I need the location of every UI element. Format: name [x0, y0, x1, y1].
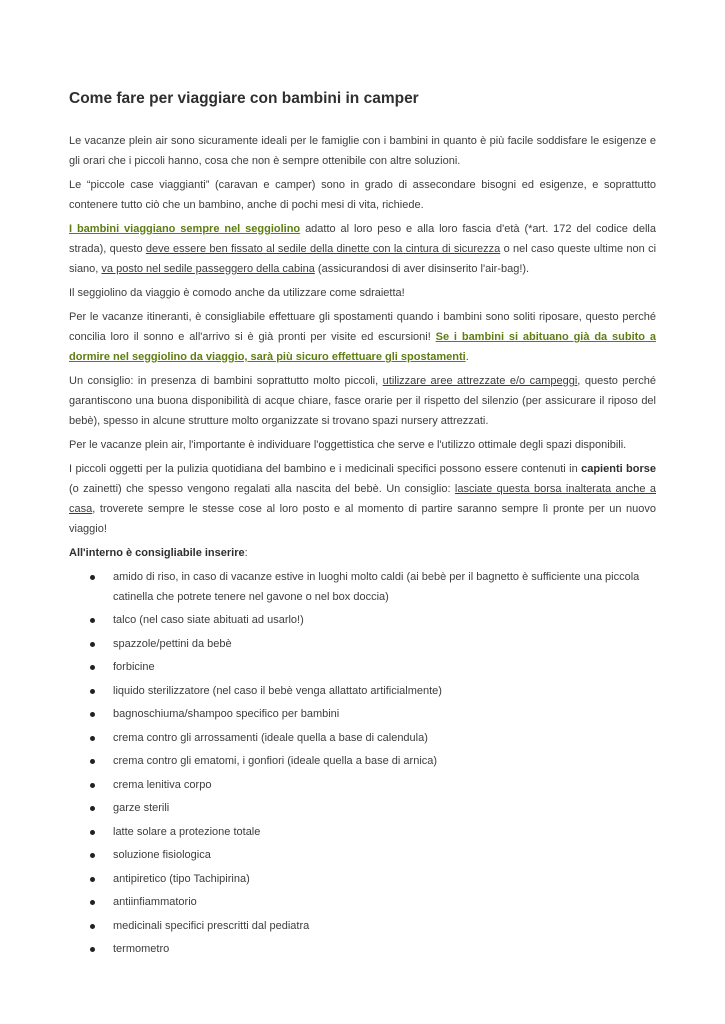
- paragraph-sdraietta: Il seggiolino da viaggio è comodo anche da utilizzare come sdraietta!: [69, 287, 405, 299]
- list-item: bagnoschiuma/shampoo specifico per bambini: [69, 705, 656, 725]
- list-item: amido di riso, in caso di vacanze estive in luoghi molto caldi (ai bebè per il bagnetto è sufficiente una piccola catinella che potrete tenere nel gavone o nel box doccia): [69, 568, 656, 607]
- text-segment: Un consiglio: in presenza di bambini soprattutto molto piccoli,: [69, 375, 383, 387]
- text-segment: (assicurandosi di aver disinserito l'air-bag!).: [314, 263, 530, 275]
- list-item: crema contro gli arrossamenti (ideale quella a base di calendula): [69, 729, 656, 749]
- underlined-text: lasciate questa borsa inalterata anche a casa: [69, 483, 656, 515]
- bold-text: capienti borse: [581, 463, 657, 475]
- page-title: Come fare per viaggiare con bambini in camper: [69, 90, 419, 107]
- bold-text: All'interno è consigliabile inserire: [69, 547, 245, 559]
- text-segment: I piccoli oggetti per la pulizia quotidiana del bambino e i medicinali specifici possono essere contenuti in: [69, 463, 582, 475]
- text-segment: adatto al loro peso e alla loro fascia d'età (*art. 172 del codice della strada), questo: [69, 223, 656, 255]
- text-segment: , troverete sempre le stesse cose al loro posto e al momento di partire saranno sempre lì pronte per un nuovo viaggio!: [69, 503, 656, 535]
- list-item: termometro: [69, 940, 656, 960]
- paragraph-seggiolino: [69, 219, 656, 279]
- list-item: latte solare a protezione totale: [69, 823, 656, 843]
- list-item: antipiretico (tipo Tachipirina): [69, 870, 656, 890]
- list-item: antiinfiammatorio: [69, 893, 656, 913]
- paragraph-oggettistica: Per le vacanze plein air, l'importante è individuare l'oggettistica che serve e l'utilizzo ottimale degli spazi disponibili.: [69, 439, 627, 451]
- paragraph-list-intro: [69, 543, 656, 563]
- article-body: [69, 131, 656, 960]
- text-segment: o nel caso queste ultime non ci siano,: [69, 243, 657, 275]
- text-segment: (o zainetti) che spesso vengono regalati alla nascita del bebè. Un consiglio:: [69, 483, 455, 495]
- underlined-text: utilizzare aree attrezzate e/o campeggi: [382, 375, 578, 387]
- paragraph-consiglio: [69, 371, 656, 431]
- list-item: crema lenitiva corpo: [69, 776, 656, 796]
- paragraph-itineranti: [69, 307, 656, 367]
- highlight-link-seggiolino[interactable]: I bambini viaggiano sempre nel seggiolino: [69, 223, 301, 235]
- text-segment: :: [244, 547, 248, 559]
- list-item: spazzole/pettini da bebè: [69, 635, 656, 655]
- paragraph-borse: [69, 459, 656, 539]
- text-segment: Per le vacanze itineranti, è consigliabile effettuare gli spostamenti quando i bambini sono soliti riposare, questo perché concilia loro il sonno e all'arrivo si è già pronti per visite ed escursioni!: [69, 311, 656, 343]
- text-segment: , questo perché garantiscono una buona disponibilità di acque chiare, fasce orarie per il rispetto del silenzio (per assicurare il riposo del bebè), spesso in alcune strutture molto organizzate si trovano spazi nursery attrezzati.: [69, 375, 656, 427]
- list-item: liquido sterilizzatore (nel caso il bebè venga allattato artificialmente): [69, 682, 656, 702]
- list-item: talco (nel caso siate abituati ad usarlo!): [69, 611, 656, 631]
- paragraph-intro: Le vacanze plein air sono sicuramente ideali per le famiglie con i bambini in quanto è più facile soddisfare le esigenze e gli orari che i piccoli hanno, cosa che non è sempre ottenibile con altre soluzioni.: [69, 135, 656, 167]
- list-item: crema contro gli ematomi, i gonfiori (ideale quella a base di arnica): [69, 752, 656, 772]
- list-item: forbicine: [69, 658, 656, 678]
- items-list: [69, 568, 656, 960]
- underlined-text: deve essere ben fissato al sedile della dinette con la cintura di sicurezza: [145, 243, 501, 255]
- underlined-text: va posto nel sedile passeggero della cabina: [101, 263, 315, 275]
- list-item: medicinali specifici prescritti dal pediatra: [69, 917, 656, 937]
- paragraph-caravan: Le “piccole case viaggianti” (caravan e camper) sono in grado di assecondare bisogni ed esigenze, e soprattutto contenere tutto ciò che un bambino, anche di pochi mesi di vita, richiede.: [69, 179, 656, 211]
- highlight-link-dormire[interactable]: Se i bambini si abituano già da subito a dormire nel seggiolino da viaggio, sarà più sicuro effettuare gli spostamenti: [69, 331, 656, 363]
- list-item: garze sterili: [69, 799, 656, 819]
- list-item: soluzione fisiologica: [69, 846, 656, 866]
- text-segment: .: [465, 351, 469, 363]
